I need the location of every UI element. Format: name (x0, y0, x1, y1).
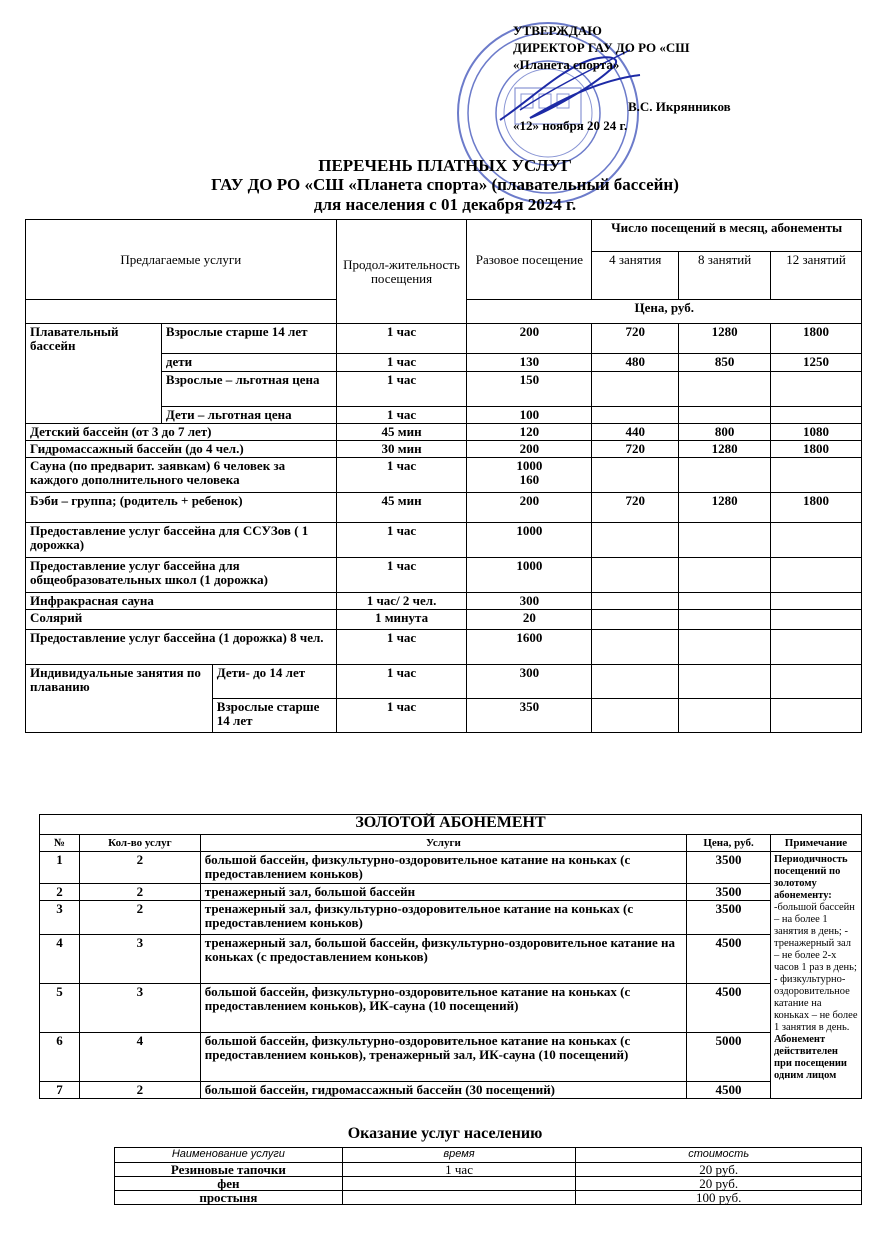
row-single: 1000 (467, 558, 592, 593)
row-p8: 1280 (679, 324, 771, 354)
title-line2: ГАУ ДО РО «СШ «Планета спорта» (плавательный бассейн) (211, 175, 679, 194)
approval-signer: В.С. Икрянников (628, 99, 731, 114)
row-p8 (679, 610, 771, 630)
table-row (40, 901, 862, 935)
row-name: Сауна (по предварит. заявкам) 6 человек за каждого дополнительного человека (26, 458, 337, 493)
row-name: Взрослые – льготная цена (161, 372, 336, 407)
gold-header-num: № (40, 835, 80, 852)
table-row (26, 610, 862, 630)
row-p12 (771, 610, 862, 630)
gold-header-services: Услуги (200, 835, 686, 852)
table-cell (771, 665, 862, 699)
gold-count: 4 (79, 1033, 200, 1082)
svc-time (342, 1191, 576, 1205)
row-single: 200 (467, 493, 592, 523)
gold-count: 2 (79, 852, 200, 884)
row-p12 (771, 458, 862, 493)
row-name: Гидромассажный бассейн (до 4 чел.) (26, 441, 337, 458)
row-duration: 1 час (336, 630, 467, 665)
row-single: 1000 (467, 523, 592, 558)
row-name: дети (161, 354, 336, 372)
gold-services: тренажерный зал, большой бассейн, физкультурно-оздоровительное катание на коньках (с предоставлением коньков) (200, 935, 686, 984)
services-table (114, 1147, 862, 1205)
gold-price: 4500 (687, 935, 771, 984)
gold-num: 3 (40, 901, 80, 935)
row-p8: 850 (679, 354, 771, 372)
table-row (115, 1191, 862, 1205)
table-row (115, 1177, 862, 1191)
svc-cost: 100 руб. (576, 1191, 862, 1205)
row-duration: 1 час (336, 407, 467, 424)
header-12: 12 занятий (771, 252, 862, 300)
services-title: Оказание услуг населению (347, 1125, 543, 1142)
row-p4 (592, 610, 679, 630)
row-single: 200 (467, 324, 592, 354)
row-p4 (592, 407, 679, 424)
row-duration: 45 мин (336, 493, 467, 523)
row-p12: 1250 (771, 354, 862, 372)
row-name: Бэби – группа; (родитель + ребенок) (26, 493, 337, 523)
gold-count: 2 (79, 884, 200, 901)
gold-services: тренажерный зал, физкультурно-оздоровительное катание на коньках (с предоставлением коньков) (200, 901, 686, 935)
table-row (26, 441, 862, 458)
table-row (26, 493, 862, 523)
gold-services: большой бассейн, физкультурно-оздоровительное катание на коньках (с предоставлением коньков), тренажерный зал, ИК-сауна (10 посещений) (200, 1033, 686, 1082)
svc-header-name: Наименование услуги (115, 1148, 343, 1163)
gold-count: 2 (79, 1082, 200, 1099)
row-p8: 800 (679, 424, 771, 441)
row-p4 (592, 558, 679, 593)
row-p8 (679, 458, 771, 493)
row-duration: 1 час/ 2 чел. (336, 593, 467, 610)
row-name: Инфракрасная сауна (26, 593, 337, 610)
row-p4 (592, 593, 679, 610)
header-single: Разовое посещение (467, 220, 592, 300)
row-p12 (771, 630, 862, 665)
row-name: Взрослые старше 14 лет (212, 699, 336, 733)
gold-note-head: Периодичность посещений по золотому абонементу: (773, 854, 848, 901)
row-p8 (679, 630, 771, 665)
table-cell (679, 699, 771, 733)
svc-name: фен (115, 1177, 343, 1191)
header-service: Предлагаемые услуги (26, 220, 337, 300)
row-p8: 1280 (679, 493, 771, 523)
row-single: 200 (467, 441, 592, 458)
table-row (26, 558, 862, 593)
row-duration: 1 час (336, 665, 467, 699)
individual-label: Индивидуальные занятия по плаванию (26, 665, 213, 733)
approval-block (513, 22, 833, 134)
row-name: Солярий (26, 610, 337, 630)
table-cell (679, 665, 771, 699)
gold-num: 4 (40, 935, 80, 984)
svc-name: простыня (115, 1191, 343, 1205)
approval-line2: ДИРЕКТОР ГАУ ДО РО «СШ (513, 40, 690, 55)
table-row (40, 884, 862, 901)
approval-line1: УТВЕРЖДАЮ (513, 23, 602, 38)
svc-cost: 20 руб. (576, 1177, 862, 1191)
gold-services: большой бассейн, физкультурно-оздоровительное катание на коньках (с предоставлением коньков) (200, 852, 686, 884)
row-single: 350 (467, 699, 592, 733)
row-name: Предоставление услуг бассейна для ССУЗов ( 1 дорожка) (26, 523, 337, 558)
row-p4: 480 (592, 354, 679, 372)
table-row (26, 424, 862, 441)
gold-num: 1 (40, 852, 80, 884)
table-cell (592, 699, 679, 733)
row-p8: 1280 (679, 441, 771, 458)
table-row (115, 1163, 862, 1177)
gold-note-tail: Абонемент действителен при посещении одним лицом (773, 1034, 847, 1081)
table-row (40, 852, 862, 884)
table-row (26, 523, 862, 558)
gold-count: 3 (79, 984, 200, 1033)
row-p12: 1800 (771, 324, 862, 354)
gold-note-body: -большой бассейн – на более 1 занятия в день; - тренажерный зал – не более 2-х часов 1 раз в день; - физкультурно-оздоровительное катание на коньках – не более 1 занятия в день. (773, 902, 858, 1033)
row-p4 (592, 458, 679, 493)
row-p12 (771, 407, 862, 424)
gold-services: тренажерный зал, большой бассейн (200, 884, 686, 901)
approval-date: «12» ноября 20 24 г. (513, 118, 628, 133)
gold-price: 4500 (687, 984, 771, 1033)
header-price: Цена, руб. (467, 300, 862, 324)
row-p4 (592, 630, 679, 665)
header-duration: Продол-жительность посещения (336, 220, 467, 324)
row-p4: 720 (592, 493, 679, 523)
row-p8 (679, 523, 771, 558)
svc-header-cost: стоимость (576, 1148, 862, 1163)
row-p4: 720 (592, 324, 679, 354)
gold-note (770, 852, 861, 1099)
golden-subscription-table (39, 814, 862, 1099)
svc-time (342, 1177, 576, 1191)
row-p12 (771, 558, 862, 593)
row-single: 150 (467, 372, 592, 407)
row-p12: 1800 (771, 493, 862, 523)
row-name: Предоставление услуг бассейна для общеобразовательных школ (1 дорожка) (26, 558, 337, 593)
row-single: 300 (467, 665, 592, 699)
row-name: Детский бассейн (от 3 до 7 лет) (26, 424, 337, 441)
row-duration: 1 час (336, 354, 467, 372)
title-line3: для населения с 01 декабря 2024 г. (313, 195, 577, 214)
gold-services: большой бассейн, физкультурно-оздоровительное катание на коньках (с предоставлением коньков), ИК-сауна (10 посещений) (200, 984, 686, 1033)
row-single: 120 (467, 424, 592, 441)
table-row (26, 593, 862, 610)
gold-price: 3500 (687, 852, 771, 884)
row-p4 (592, 372, 679, 407)
row-single: 1600 (467, 630, 592, 665)
table-row (26, 665, 862, 699)
row-name: Дети- до 14 лет (212, 665, 336, 699)
gold-num: 2 (40, 884, 80, 901)
gold-num: 6 (40, 1033, 80, 1082)
row-p8 (679, 593, 771, 610)
table-row (26, 458, 862, 493)
pool-label: Плавательный бассейн (26, 324, 162, 424)
table-row (40, 1033, 862, 1082)
gold-price: 3500 (687, 901, 771, 935)
row-name: Дети – льготная цена (161, 407, 336, 424)
header-visits: Число посещений в месяц, абонементы (592, 220, 862, 252)
row-p12: 1800 (771, 441, 862, 458)
title-line1: ПЕРЕЧЕНЬ ПЛАТНЫХ УСЛУГ (318, 156, 572, 175)
row-duration: 1 час (336, 372, 467, 407)
gold-count: 3 (79, 935, 200, 984)
row-single: 100 (467, 407, 592, 424)
row-single: 1000 160 (467, 458, 592, 493)
row-duration: 1 час (336, 523, 467, 558)
row-name: Взрослые старше 14 лет (161, 324, 336, 354)
approval-line3: «Планета спорта» (513, 57, 620, 72)
row-p4: 720 (592, 441, 679, 458)
row-duration: 1 час (336, 324, 467, 354)
row-name: Предоставление услуг бассейна (1 дорожка) 8 чел. (26, 630, 337, 665)
row-p8 (679, 372, 771, 407)
row-duration: 1 минута (336, 610, 467, 630)
gold-header-count: Кол-во услуг (79, 835, 200, 852)
row-p8 (679, 558, 771, 593)
header-4: 4 занятия (592, 252, 679, 300)
gold-services: большой бассейн, гидромассажный бассейн (30 посещений) (200, 1082, 686, 1099)
row-p12 (771, 372, 862, 407)
gold-title: ЗОЛОТОЙ АБОНЕМЕНТ (40, 815, 862, 835)
svc-name: Резиновые тапочки (115, 1163, 343, 1177)
table-row (40, 984, 862, 1033)
row-p12 (771, 523, 862, 558)
table-row (26, 630, 862, 665)
gold-price: 5000 (687, 1033, 771, 1082)
row-single: 130 (467, 354, 592, 372)
table-cell (771, 699, 862, 733)
row-duration: 1 час (336, 558, 467, 593)
row-duration: 1 час (336, 458, 467, 493)
row-single: 300 (467, 593, 592, 610)
price-table (25, 219, 862, 733)
row-p12 (771, 593, 862, 610)
gold-count: 2 (79, 901, 200, 935)
gold-price: 4500 (687, 1082, 771, 1099)
row-p8 (679, 407, 771, 424)
svc-time: 1 час (342, 1163, 576, 1177)
gold-header-note: Примечание (770, 835, 861, 852)
row-duration: 45 мин (336, 424, 467, 441)
table-row (26, 324, 862, 354)
gold-header-price: Цена, руб. (687, 835, 771, 852)
svc-header-time: время (342, 1148, 576, 1163)
header-8: 8 занятий (679, 252, 771, 300)
row-duration: 1 час (336, 699, 467, 733)
gold-num: 5 (40, 984, 80, 1033)
row-single: 20 (467, 610, 592, 630)
table-row (40, 935, 862, 984)
row-p12: 1080 (771, 424, 862, 441)
row-p4: 440 (592, 424, 679, 441)
row-p4 (592, 523, 679, 558)
svc-cost: 20 руб. (576, 1163, 862, 1177)
gold-price: 3500 (687, 884, 771, 901)
gold-num: 7 (40, 1082, 80, 1099)
row-duration: 30 мин (336, 441, 467, 458)
table-cell (592, 665, 679, 699)
table-row (40, 1082, 862, 1099)
